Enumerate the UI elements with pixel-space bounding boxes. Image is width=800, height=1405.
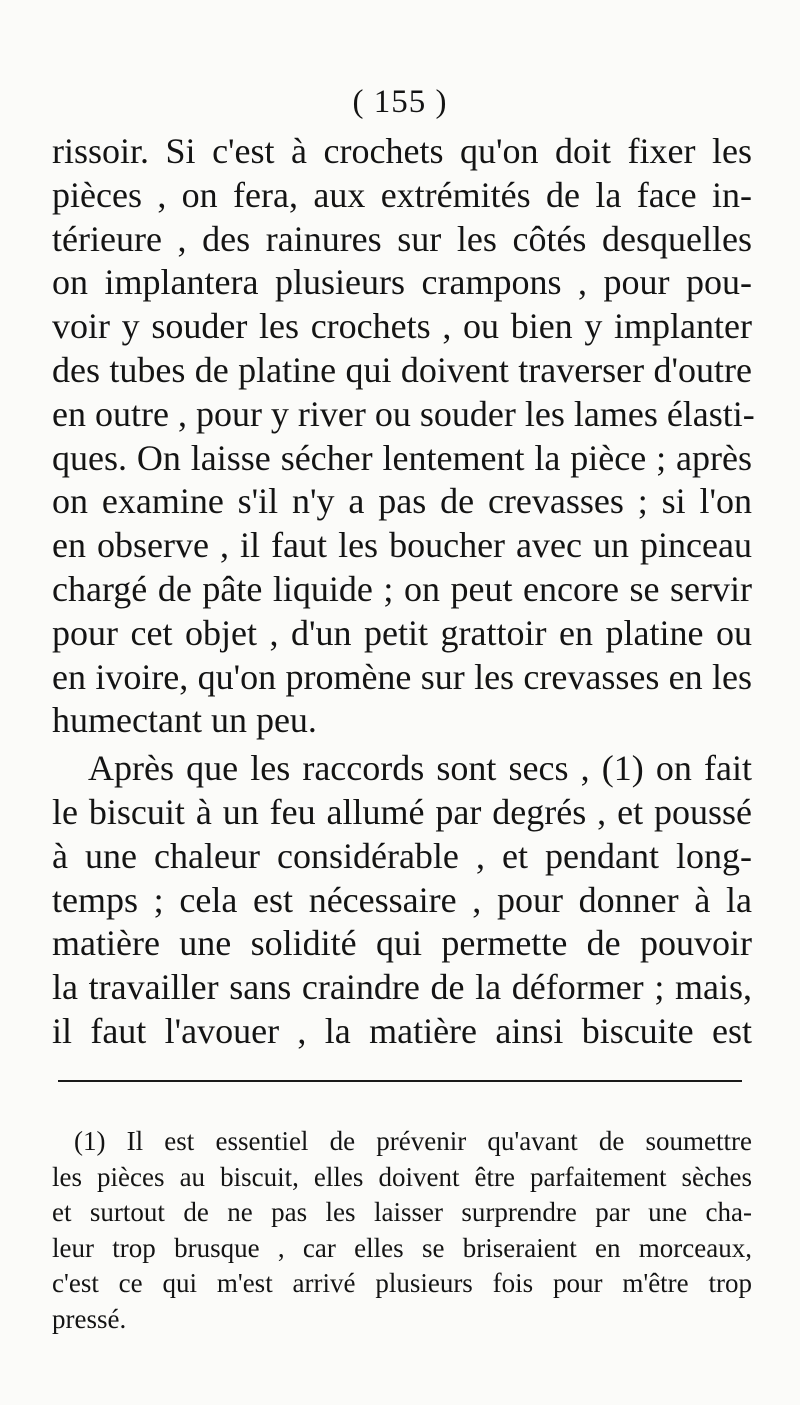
paragraph-1 [52,130,755,743]
footnote-line: leur trop brusque , car elles se briseraient en morceaux, [52,1232,752,1263]
footnote-line: et surtout de ne pas les laisser surprendre par une cha- [52,1197,752,1227]
footnote-line: c'est ce qui m'est arrivé plusieurs fois pour m'être trop [52,1268,752,1298]
text-line: Après que les raccords sont secs , (1) on fait [88,748,752,789]
text-line: en outre , pour y river ou souder les lames élasti- [52,393,755,434]
text-line: la travailler sans craindre de la déformer ; mais, [52,967,752,1008]
text-line: ques. On laisse sécher lentement la pièce ; après [52,437,752,478]
text-line: des tubes de platine qui doivent traverser d'outre [52,349,752,390]
text-line: on implantera plusieurs crampons , pour pou- [52,262,752,303]
text-line: rissoir. Si c'est à crochets qu'on doit fixer les [52,131,752,171]
footnote-line: les pièces au biscuit, elles doivent être parfaitement sèches [52,1161,752,1192]
text-line: pièces , on fera, aux extrémités de la face in- [52,174,752,215]
text-line: en ivoire, qu'on promène sur les crevasses en les [52,656,752,697]
text-line: en observe , il faut les boucher avec un pinceau [52,525,752,566]
text-line: il faut l'avouer , la matière ainsi biscuite est [52,1010,752,1051]
text-line: on examine s'il n'y a pas de crevasses ; si l'on [52,481,752,522]
text-line: chargé de pâte liquide ; on peut encore se servir [52,568,752,609]
text-line: voir y souder les crochets , ou bien y implanter [52,306,752,347]
page-number: ( 155 ) [352,84,448,120]
footnote-divider [58,1080,742,1082]
text-line: matière une solidité qui permette de pouvoir [52,923,752,964]
footnote [52,1124,752,1337]
main-text [52,130,755,1054]
text-line: temps ; cela est nécessaire , pour donner à la [52,879,752,920]
footnote-line: pressé. [52,1303,127,1334]
text-line: le biscuit à un feu allumé par degrés , et poussé [52,791,752,832]
text-line: pour cet objet , d'un petit grattoir en platine ou [52,612,752,653]
text-line: à une chaleur considérable , et pendant long- [52,835,752,876]
text-line: humectant un peu. [52,700,317,741]
paragraph-2 [52,747,752,1054]
footnote-line: (1) Il est essentiel de prévenir qu'avant de soumettre [74,1126,752,1156]
text-line: térieure , des rainures sur les côtés desquelles [52,218,752,259]
